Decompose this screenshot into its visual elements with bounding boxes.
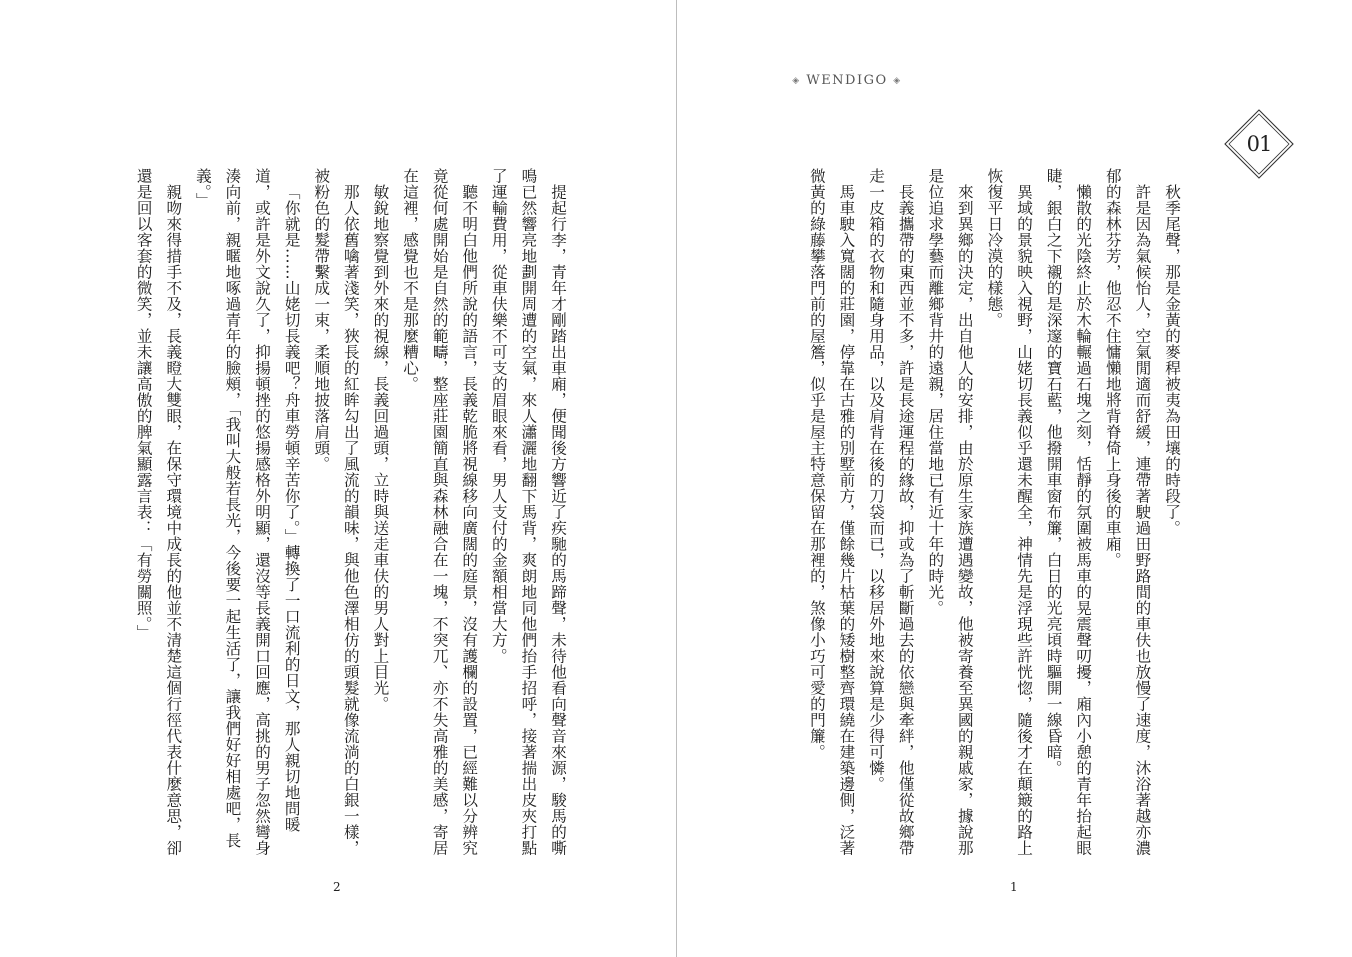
page-number-left: 2	[333, 880, 341, 894]
paragraph: 提起行李，青年才剛踏出車廂，便聞後方響近了疾馳的馬蹄聲，未待他看向聲音來源，駿馬的嘶鳴已然響亮地劃開周遭的空氣，來人瀟灑地翻下馬背，爽朗地同他們抬手招呼，接著揣出皮夾打點了運輸費用，從車伕樂不可支的眉眼來看，男人支付的金額相當大方。	[489, 168, 567, 856]
paragraph: 馬車駛入寬闊的莊園，停靠在古雅的別墅前方，僅餘幾片枯葉的矮樹整齊環繞在建築邊側，泛著微黃的綠藤攀落門前的屋簷，似乎是屋主特意保留在那裡的，煞像小巧可愛的門簾。	[807, 168, 856, 856]
diamond-ornament-icon: ◈	[893, 76, 902, 86]
paragraph: 「你就是……山姥切長義吧？舟車勞頓辛苦你了。」轉換了一口流利的日文，那人親切地問暖道，或許是外文說久了，抑揚頓挫的悠揚感格外明顯，還沒等長義開口回應，高挑的男子忽然彎身湊向前，親暱地啄過青年的臉頰，「我叫大般若長光，今後要一起生活了，讓我們好好相處吧，長義。」	[193, 168, 301, 856]
running-header	[777, 73, 917, 88]
paragraph: 親吻來得措手不及，長義瞪大雙眼，在保守環境中成長的他並不清楚這個行徑代表什麼意思，卻還是回以客套的微笑，並未讓高傲的脾氣顯露言表：「有勞關照。」	[134, 168, 183, 856]
paragraph: 許是因為氣候怡人，空氣閒適而舒緩，連帶著駛過田野路間的車伕也放慢了速度，沐浴著越亦濃郁的森林芬芳，他忍不住慵懶地將背脊倚上身後的車廂。	[1103, 168, 1152, 856]
chapter-number: 01	[1246, 132, 1272, 156]
paragraph: 異域的景貌映入視野，山姥切長義似乎還未醒全，神情先是浮現些許恍惚，隨後才在顛簸的路上恢復平日冷漠的樣態。	[985, 168, 1034, 856]
right-page-body	[807, 168, 1186, 858]
page-number-right: 1	[1010, 880, 1018, 894]
running-title: WENDIGO	[806, 73, 888, 88]
paragraph: 敏銳地察覺到外來的視線，長義回過頭，立時與送走車伕的男人對上目光。	[371, 183, 390, 712]
paragraph: 懶散的光陰終止於木輪輾過石塊之刻，恬靜的氛圍被馬車的晃震聲叨擾，廂內小憩的青年抬起眼睫，銀白之下襯的是深邃的寶石藍，他撥開車窗布簾，白日的光亮頃時驅開一線昏暗。	[1044, 168, 1093, 856]
right-page	[677, 0, 1352, 957]
chapter-badge	[1224, 109, 1294, 179]
paragraph: 長義攜帶的東西並不多，許是長途運程的緣故，抑或為了斬斷過去的依戀與牽絆，他僅從故鄉帶走一皮箱的衣物和隨身用品，以及肩背在後的刀袋而已，以移居外地來說算是少得可憐。	[867, 168, 915, 856]
paragraph: 那人依舊噙著淺笑，狹長的紅眸勾出了風流的韻味，與他色澤相仿的頭髮就像流淌的白銀一樣，被粉色的髮帶繫成一束，柔順地披落肩頭。	[312, 168, 360, 856]
paragraph: 聽不明白他們所說的語言，長義乾脆將視線移向廣闊的庭景，沒有護欄的設置，已經難以分辨究竟從何處開始是自然的範疇，整座莊園簡直與森林融合在一塊，不突兀、亦不失高雅的美感，寄居在這裡，感覺也不是那麼糟心。	[401, 168, 479, 856]
paragraph: 秋季尾聲，那是金黃的麥稈被夷為田壤的時段了。	[1163, 183, 1181, 536]
diamond-ornament-icon: ◈	[792, 76, 801, 86]
left-page-body	[122, 168, 572, 858]
paragraph: 來到異鄉的決定，出自他人的安排，由於原生家族遭遇變故，他被寄養至異國的親戚家，據說那是位追求學藝而離鄉背井的遠親，居住當地已有近十年的時光。	[926, 168, 974, 856]
